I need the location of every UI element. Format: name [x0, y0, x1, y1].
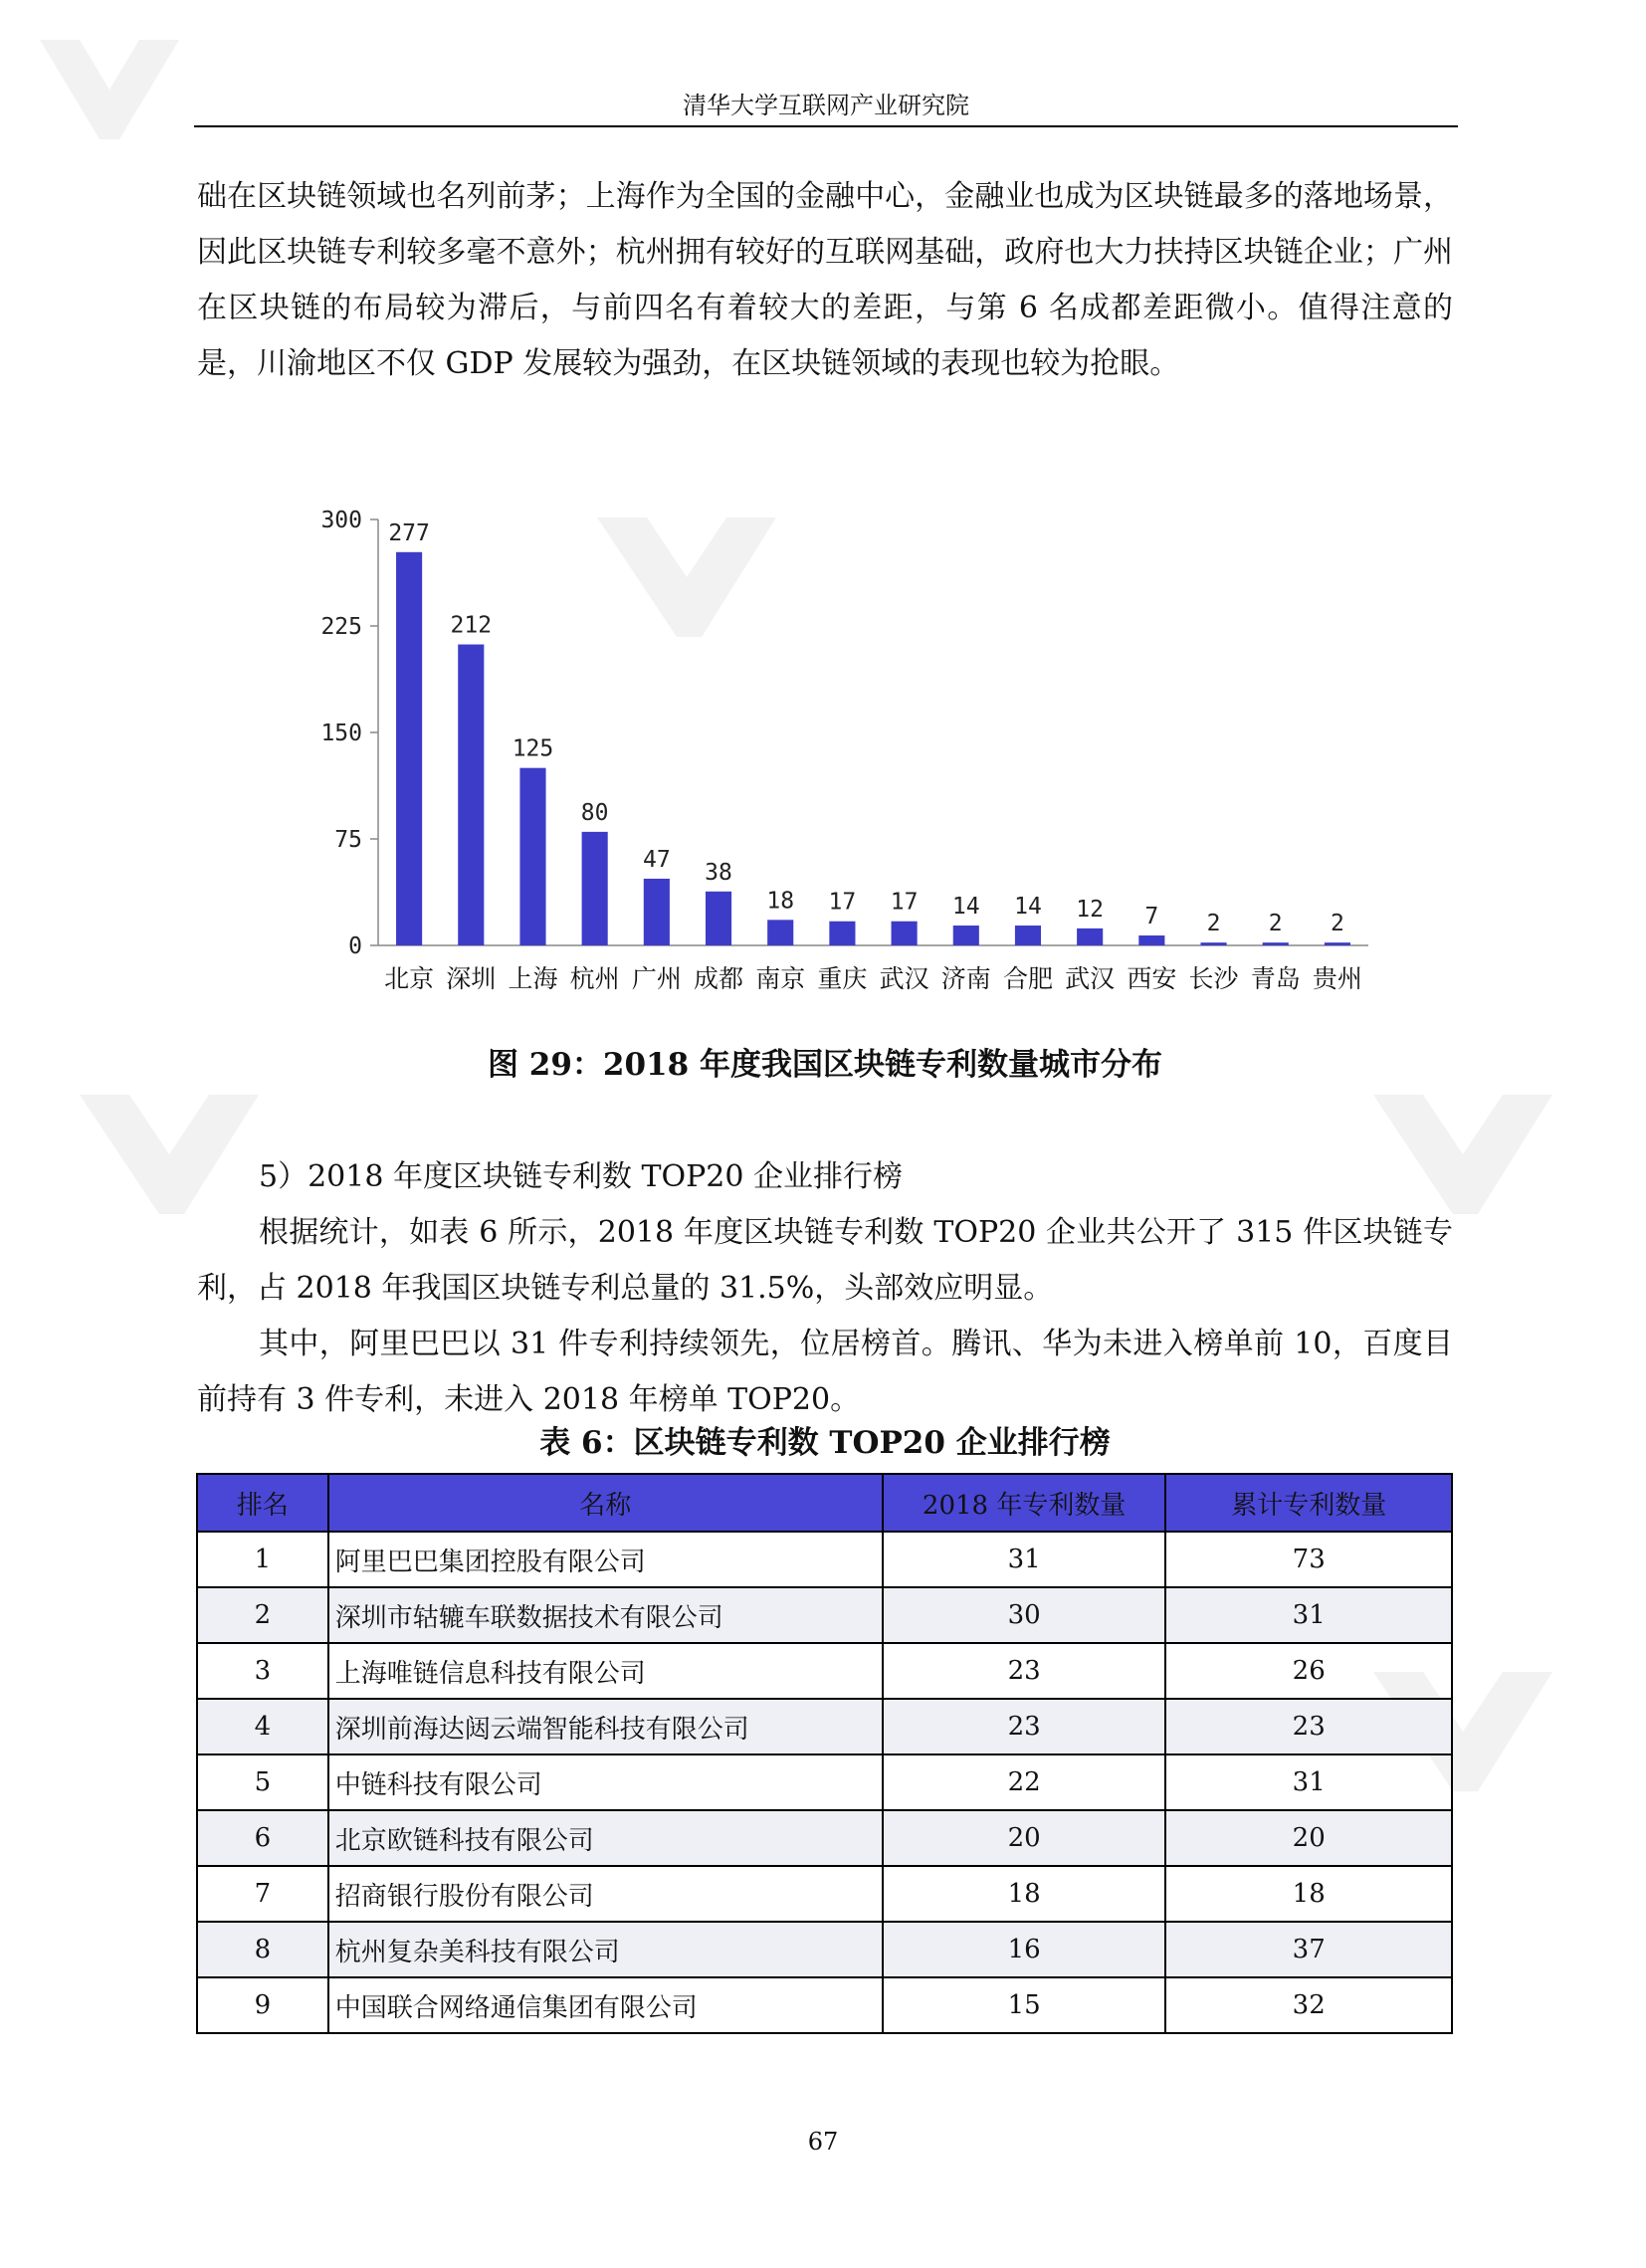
data-label: 125 — [512, 735, 554, 762]
company-name-cell: 中链科技有限公司 — [328, 1754, 883, 1810]
section-heading: 5）2018 年度区块链专利数 TOP20 企业排行榜 — [259, 1159, 904, 1194]
category-label: 长沙 — [1188, 964, 1239, 993]
company-name-cell: 中国联合网络通信集团有限公司 — [328, 1977, 883, 2033]
table-row — [197, 1810, 1452, 1866]
data-label: 277 — [388, 519, 430, 546]
category-label: 青岛 — [1250, 964, 1301, 993]
data-label: 17 — [890, 889, 919, 916]
column-header: 累计专利数量 — [1165, 1474, 1452, 1532]
data-label: 14 — [1014, 894, 1042, 921]
patents-total-cell: 20 — [1165, 1810, 1452, 1866]
data-label: 17 — [828, 889, 857, 916]
patents-total-cell: 31 — [1165, 1754, 1452, 1810]
data-label: 7 — [1144, 904, 1159, 930]
category-label: 贵州 — [1312, 964, 1362, 993]
category-label: 合肥 — [1002, 964, 1053, 993]
patents-total-cell: 18 — [1165, 1866, 1452, 1922]
table-row — [197, 1866, 1452, 1922]
table-header-row — [197, 1474, 1452, 1532]
patents-2018-cell: 30 — [883, 1587, 1166, 1643]
table-row — [197, 1699, 1452, 1754]
bar — [1077, 928, 1103, 945]
patents-2018-cell: 16 — [883, 1922, 1166, 1977]
bar — [458, 645, 484, 945]
bar — [829, 922, 855, 945]
page-header: 清华大学互联网产业研究院 — [194, 86, 1458, 127]
page-number: 67 — [807, 2128, 839, 2156]
patents-total-cell: 26 — [1165, 1643, 1452, 1699]
rank-cell: 5 — [197, 1754, 328, 1810]
bar — [953, 926, 979, 945]
figure-caption: 图 29：2018 年度我国区块链专利数量城市分布 — [487, 1047, 1162, 1083]
ranking-table — [196, 1473, 1453, 2034]
bar — [767, 920, 793, 945]
category-label: 广州 — [631, 964, 682, 993]
data-label: 2 — [1330, 911, 1344, 937]
y-tick-label: 0 — [348, 933, 362, 959]
patents-2018-cell: 23 — [883, 1699, 1166, 1754]
bar — [1325, 942, 1350, 945]
data-label: 18 — [766, 888, 795, 915]
patents-total-cell: 73 — [1165, 1532, 1452, 1587]
rank-cell: 6 — [197, 1810, 328, 1866]
table-row — [197, 1754, 1452, 1810]
data-label: 47 — [642, 846, 671, 873]
patents-2018-cell: 15 — [883, 1977, 1166, 2033]
rank-cell: 2 — [197, 1587, 328, 1643]
body-paragraph: 其中，阿里巴巴以 31 件专利持续领先，位居榜首。腾讯、华为未进入榜单前 10，百度目前持有 3 件专利，未进入 2018 年榜单 TOP20。 — [197, 1327, 1453, 1417]
table-row — [197, 1977, 1452, 2033]
category-label: 上海 — [508, 964, 558, 993]
company-name-cell: 招商银行股份有限公司 — [328, 1866, 883, 1922]
category-label: 武汉 — [1065, 964, 1116, 993]
body-paragraph: 根据统计，如表 6 所示，2018 年度区块链专利数 TOP20 企业共公开了 315 件区块链专利，占 2018 年我国区块链专利总量的 31.5%，头部效应明显。 — [197, 1215, 1453, 1306]
bar — [396, 552, 422, 945]
rank-cell: 1 — [197, 1532, 328, 1587]
y-tick-label: 225 — [320, 614, 362, 640]
table-row — [197, 1587, 1452, 1643]
category-label: 西安 — [1127, 964, 1177, 993]
bar — [1015, 926, 1041, 945]
bar — [706, 892, 731, 945]
patents-total-cell: 32 — [1165, 1977, 1452, 2033]
column-header: 2018 年专利数量 — [883, 1474, 1166, 1532]
category-label: 武汉 — [879, 964, 929, 993]
rank-cell: 3 — [197, 1643, 328, 1699]
patents-2018-cell: 20 — [883, 1810, 1166, 1866]
table-title: 表 6：区块链专利数 TOP20 企业排行榜 — [539, 1425, 1111, 1461]
rank-cell: 9 — [197, 1977, 328, 2033]
bar — [892, 922, 918, 945]
category-label: 南京 — [755, 964, 806, 993]
company-name-cell: 杭州复杂美科技有限公司 — [328, 1922, 883, 1977]
y-tick-label: 75 — [334, 827, 362, 853]
company-name-cell: 深圳前海达闼云端智能科技有限公司 — [328, 1699, 883, 1754]
category-label: 济南 — [940, 964, 991, 993]
rank-cell: 4 — [197, 1699, 328, 1754]
data-label: 80 — [580, 799, 609, 826]
data-label: 2 — [1206, 911, 1221, 937]
rank-cell: 7 — [197, 1866, 328, 1922]
patents-total-cell: 37 — [1165, 1922, 1452, 1977]
patents-2018-cell: 23 — [883, 1643, 1166, 1699]
category-label: 重庆 — [817, 964, 868, 993]
bar — [644, 879, 670, 945]
bar — [1138, 935, 1164, 945]
body-paragraph: 础在区块链领域也名列前茅；上海作为全国的金融中心，金融业也成为区块链最多的落地场景，因此区块链专利较多毫不意外；杭州拥有较好的互联网基础，政府也大力扶持区块链企业；广州在区块链的布局较为滞后，与前四名有着较大的差距，与第 6 名成都差距微小。值得注意的是，川渝地区不仅 GDP 发展较为强劲，在区块链领域的表现也较为抢眼。 — [197, 179, 1453, 381]
watermark-logo-mark — [40, 40, 179, 139]
y-tick-label: 300 — [320, 508, 362, 533]
bar-chart — [289, 488, 1393, 1025]
column-header: 名称 — [328, 1474, 883, 1532]
column-header: 排名 — [197, 1474, 328, 1532]
category-label: 杭州 — [569, 964, 620, 993]
patents-total-cell: 23 — [1165, 1699, 1452, 1754]
table-row — [197, 1922, 1452, 1977]
patents-2018-cell: 31 — [883, 1532, 1166, 1587]
bar — [519, 768, 545, 945]
patents-total-cell: 31 — [1165, 1587, 1452, 1643]
rank-cell: 8 — [197, 1922, 328, 1977]
table-row — [197, 1532, 1452, 1587]
data-label: 38 — [705, 859, 732, 886]
table-row — [197, 1643, 1452, 1699]
data-label: 2 — [1268, 911, 1283, 937]
data-label: 14 — [951, 894, 980, 921]
category-label: 成都 — [694, 964, 744, 993]
company-name-cell: 北京欧链科技有限公司 — [328, 1810, 883, 1866]
patents-2018-cell: 22 — [883, 1754, 1166, 1810]
bar — [1263, 942, 1289, 945]
data-label: 212 — [450, 612, 493, 639]
bar — [1200, 942, 1226, 945]
patents-2018-cell: 18 — [883, 1866, 1166, 1922]
category-label: 北京 — [384, 964, 435, 993]
y-tick-label: 150 — [320, 721, 362, 746]
category-label: 深圳 — [446, 964, 497, 993]
data-label: 12 — [1076, 896, 1105, 923]
company-name-cell: 深圳市轱辘车联数据技术有限公司 — [328, 1587, 883, 1643]
company-name-cell: 上海唯链信息科技有限公司 — [328, 1643, 883, 1699]
bar — [582, 832, 608, 945]
company-name-cell: 阿里巴巴集团控股有限公司 — [328, 1532, 883, 1587]
